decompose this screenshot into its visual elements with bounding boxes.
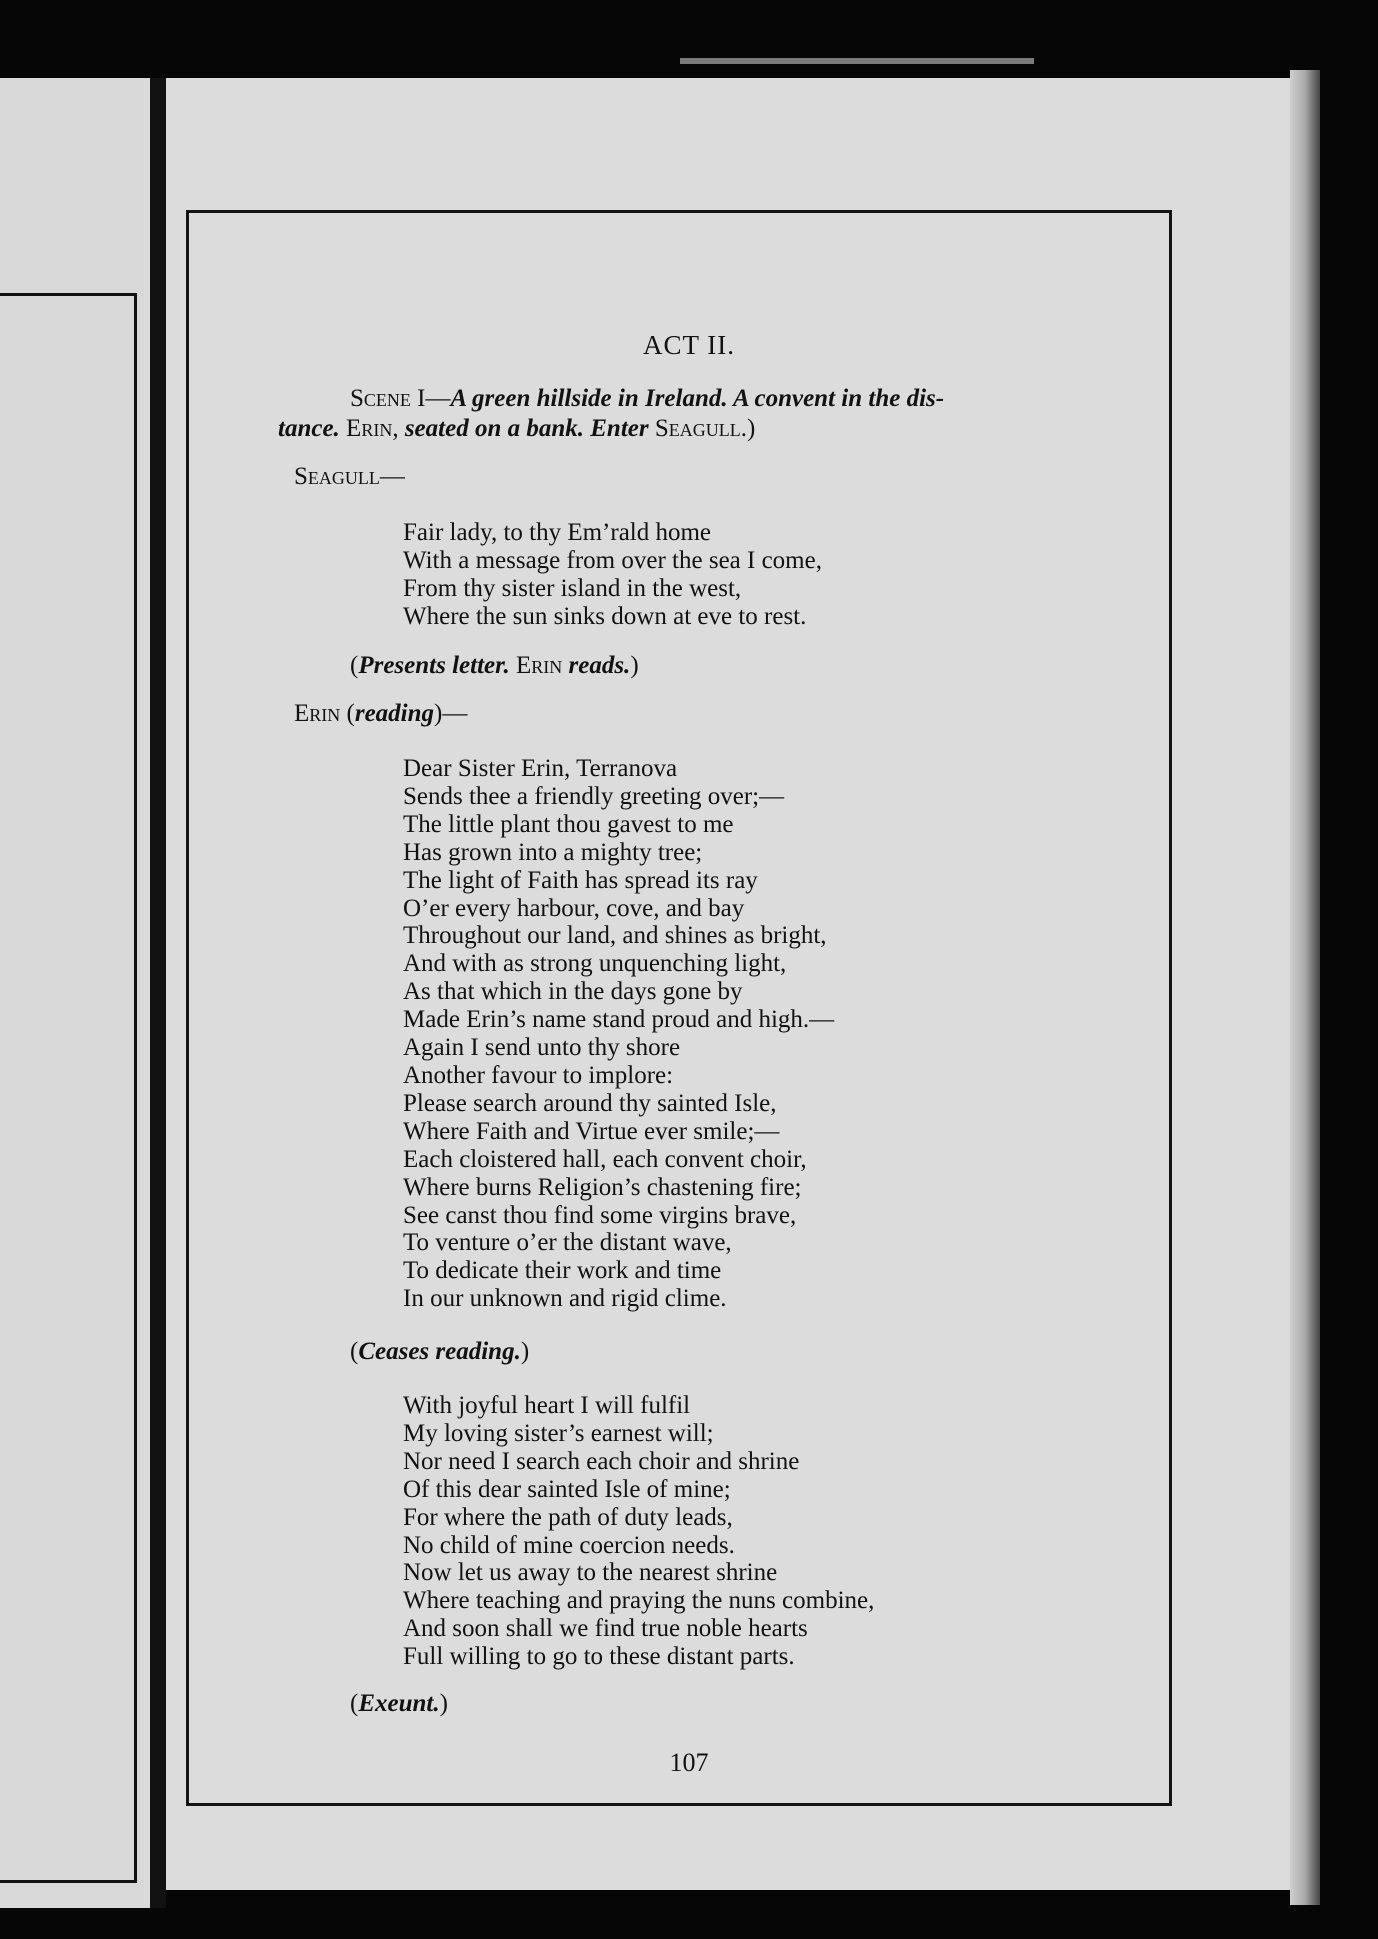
- stage-character-erin: Erin: [515, 652, 563, 679]
- verse-line: See canst thou find some virgins brave,: [403, 1201, 797, 1229]
- paren-close: ): [630, 652, 639, 679]
- verse-line: And soon shall we find true noble hearts: [403, 1615, 808, 1643]
- verse-line: O’er every harbour, cove, and bay: [403, 894, 745, 922]
- speaker-close: )—: [434, 700, 468, 727]
- verse-line: Again I send unto thy shore: [403, 1034, 681, 1062]
- left-page-frame: [0, 293, 137, 1883]
- verse-line: Another favour to implore:: [403, 1061, 674, 1089]
- verse-line: The little plant thou gavest to me: [403, 810, 734, 838]
- verse-line: From thy sister island in the west,: [403, 574, 742, 602]
- verse-line: With joyful heart I will fulfil: [403, 1392, 691, 1419]
- scene-line-2: [278, 414, 1078, 444]
- stage-text: Ceases reading.: [358, 1338, 521, 1365]
- verse-line: Full willing to go to these distant parts.: [403, 1643, 795, 1671]
- verse-line: Sends thee a friendly greeting over;—: [403, 782, 785, 810]
- paren-open: (: [340, 700, 355, 727]
- verse-line: Now let us away to the nearest shrine: [403, 1559, 778, 1587]
- verse-line: Please search around thy sainted Isle,: [403, 1089, 777, 1117]
- stage-text: Presents letter.: [358, 652, 510, 679]
- verse-line: Where the sun sinks down at eve to rest.: [403, 602, 807, 630]
- stage-direction-exeunt: [350, 1690, 448, 1718]
- speaker-name: Erin: [294, 700, 341, 727]
- verse-line: Each cloistered hall, each convent choir,: [403, 1145, 807, 1173]
- verse-line: Of this dear sainted Isle of mine;: [403, 1475, 731, 1503]
- paren-open: (: [350, 1690, 359, 1717]
- verse-line: Where burns Religion’s chastening fire;: [403, 1173, 802, 1201]
- verse-line: Where Faith and Virtue ever smile;—: [403, 1117, 780, 1145]
- scene-label: Scene I—: [350, 385, 451, 412]
- verse-line: Fair lady, to thy Em’rald home: [403, 519, 712, 546]
- paren-open: (: [350, 1338, 359, 1365]
- verse-line: To dedicate their work and time: [403, 1257, 722, 1285]
- speaker-seagull: Seagull—: [294, 463, 405, 490]
- verse-line: With a message from over the sea I come,: [403, 546, 822, 574]
- paren-open: (: [350, 652, 359, 679]
- act-heading: ACT II.: [643, 330, 735, 360]
- scene-text-2: tance.: [278, 415, 340, 442]
- verse-line: Has grown into a mighty tree;: [403, 838, 703, 866]
- stage-direction-ceases-reading: [350, 1338, 529, 1366]
- verse-line: Throughout our land, and shines as bright,: [403, 922, 827, 950]
- verse-line: Where teaching and praying the nuns combine,: [403, 1587, 875, 1615]
- stage-text: reads.: [568, 652, 631, 679]
- stage-direction-presents-letter: [350, 652, 639, 680]
- verse-line: In our unknown and rigid clime.: [403, 1285, 727, 1313]
- verse-line: Made Erin’s name stand proud and high.—: [403, 1006, 835, 1034]
- verse-line: Dear Sister Erin, Terranova: [403, 755, 678, 782]
- scene-line-1: [278, 384, 1078, 414]
- speaker-note: reading: [354, 700, 435, 727]
- scene-text-1: A green hillside in Ireland. A convent in the dis-: [450, 385, 945, 412]
- scene-character-seagull: Seagull.: [654, 415, 747, 442]
- scene-text-3: seated on a bank. Enter: [404, 415, 649, 442]
- scene-description: [278, 384, 1078, 444]
- page-number: 107: [669, 1748, 709, 1777]
- stage-text: Exeunt.: [358, 1690, 440, 1717]
- verse-line: Nor need I search each choir and shrine: [403, 1447, 800, 1475]
- verse-erin-reply: [403, 1392, 874, 1671]
- verse-line: My loving sister’s earnest will;: [403, 1419, 714, 1447]
- verse-line: The light of Faith has spread its ray: [403, 866, 758, 894]
- verse-line: As that which in the days gone by: [403, 978, 743, 1006]
- speaker-erin: [294, 700, 467, 728]
- verse-line: For where the path of duty leads,: [403, 1503, 733, 1531]
- verse-line: To venture o’er the distant wave,: [403, 1229, 732, 1257]
- scene-character-erin: Erin,: [346, 415, 399, 442]
- verse-line: No child of mine coercion needs.: [403, 1531, 735, 1559]
- paren-close: ): [520, 1338, 530, 1365]
- verse-seagull: [403, 519, 822, 631]
- page-top-edge: [680, 58, 1034, 64]
- scene-close-paren: ): [747, 415, 756, 442]
- verse-letter: [403, 755, 834, 1313]
- paren-close: ): [439, 1690, 448, 1717]
- verse-line: And with as strong unquenching light,: [403, 950, 787, 978]
